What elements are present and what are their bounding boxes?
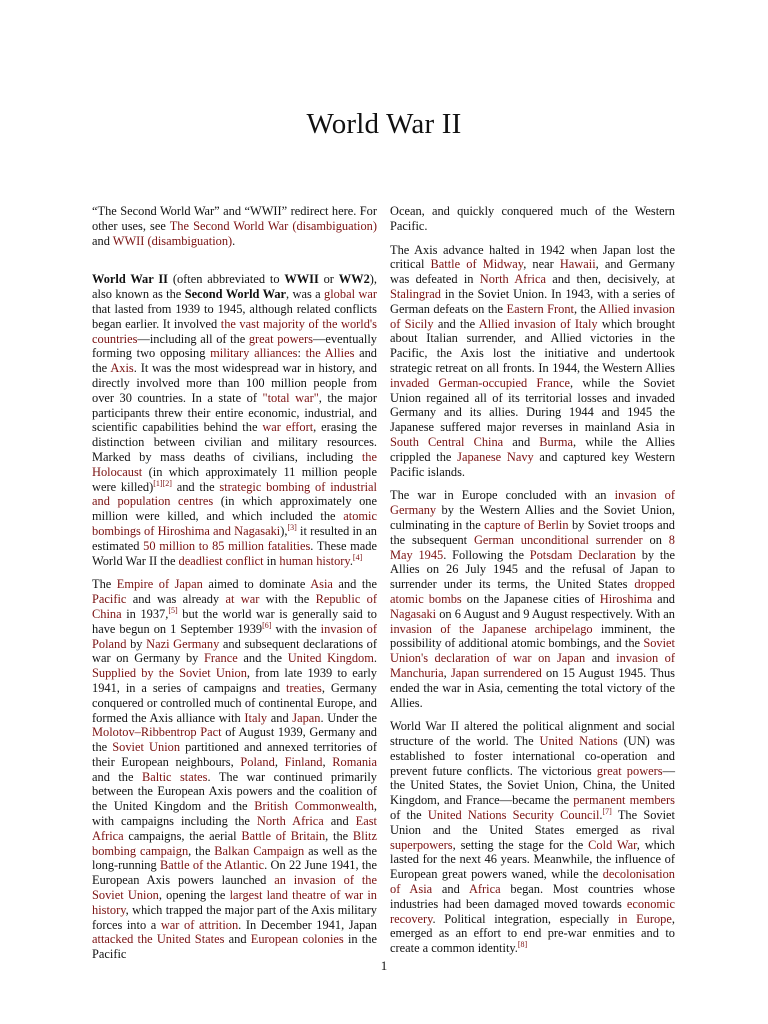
war-concluded-paragraph: The war in Europe concluded with an invasion of Germany by the Western Allies and the Soviet Union, culminating in the capture of Berlin by Soviet troops and the subsequent German unconditional surrender on 8 May 1945. Following the Potsdam Declaration by the Allies on 26 July 1945 and the refusal of Japan to surrender under its terms, the United States dropped atomic bombs on the Japanese cities of Hiroshima and Nagasaki on 6 August and 9 August respectively. With an invasion of the Japanese archipelago imminent, the possibility of additional atomic bombings, and the Soviet Union's declaration of war on Japan and invasion of Manchuria, Japan surrendered on 15 August 1945. Thus ended the war in Asia, cementing the total victory of the Allies. — [390, 488, 676, 710]
article-link[interactable]: atomic bombings of Hiroshima and Nagasaki — [92, 509, 377, 538]
intro-paragraph: World War II (often abbreviated to WWII or WW2), also known as the Second World War, was a global war that lasted from 1939 to 1945, although related conflicts began earlier. It involved the vast majority of the world's countries—including all of the great powers—eventually forming two opposing military alliances: the Allies and the Axis. It was the most widespread war in history, and directly involved more than 100 million people from over 30 countries. In a state of "total war", the major participants threw their entire economic, industrial, and scientific capabilities behind the war effort, erasing the distinction between civilian and military resources. Marked by mass deaths of civilians, including the Holocaust (in which approximately 11 million people were killed)[1][2] and the strategic bombing of industrial and population centres (in which approximately one million were killed, and which included the atomic bombings of Hiroshima and Nagasaki),[3] it resulted in an estimated 50 million to 85 million fatalities. These made World War II the deadliest conflict in human history.[4] — [92, 272, 378, 568]
article-link[interactable]: Nagasaki — [390, 606, 437, 621]
article-link[interactable]: invasion of Manchuria — [390, 651, 675, 680]
article-link[interactable]: North Africa — [479, 272, 546, 287]
bold-term: Second World War — [184, 287, 287, 302]
article-link[interactable]: the Holocaust — [92, 449, 377, 479]
article-link[interactable]: Supplied by the Soviet Union — [92, 666, 247, 681]
article-link[interactable]: deadliest conflict — [178, 553, 264, 568]
article-link[interactable]: Hawaii — [559, 257, 596, 272]
article-link[interactable]: Republic of China — [92, 592, 377, 621]
article-link[interactable]: Allied invasion of Sicily — [390, 301, 675, 331]
article-link[interactable]: Asia — [310, 577, 333, 592]
article-link[interactable]: global war — [324, 287, 377, 302]
article-link[interactable]: Empire of Japan — [116, 577, 203, 592]
article-link[interactable]: Battle of Midway — [430, 257, 524, 272]
right-column — [390, 204, 675, 965]
article-link[interactable]: Burma — [539, 434, 574, 449]
article-link[interactable]: Hiroshima — [599, 591, 653, 606]
article-link[interactable]: 50 million to 85 million fatalities — [143, 538, 311, 553]
article-link[interactable]: Italy — [244, 710, 268, 725]
article-link[interactable]: invaded German-occupied France — [390, 375, 571, 390]
article-link[interactable]: Potsdam Declaration — [529, 547, 636, 562]
article-link[interactable]: The Second World War (disambiguation) — [169, 218, 377, 233]
article-link[interactable]: invasion of Poland — [92, 621, 377, 651]
article-link[interactable]: Finland — [284, 754, 323, 769]
article-link[interactable]: war effort — [262, 420, 314, 435]
article-link[interactable]: Romania — [332, 754, 377, 769]
reference-link[interactable]: [6] — [262, 620, 272, 630]
article-link[interactable]: Africa — [468, 882, 501, 897]
bold-term: WW2 — [338, 272, 370, 287]
article-link[interactable]: East Africa — [92, 814, 377, 843]
article-link[interactable]: permanent members — [573, 793, 675, 808]
left-column — [92, 204, 377, 971]
axis-halted-paragraph: The Axis advance halted in 1942 when Japan lost the critical Battle of Midway, near Hawaii, and Germany was defeated in North Africa and then, decisively, at Stalingrad in the Soviet Union. In 1943, with a series of German defeats on the Eastern Front, the Allied invasion of Sicily and the Allied invasion of Italy which brought about Italian surrender, and Allied victories in the Pacific, the Axis lost the initiative and undertook strategic retreat on all fronts. In 1944, the Western Allies invaded German-occupied France, while the Soviet Union regained all of its territorial losses and invaded Germany and its allies. During 1944 and 1945 the Japanese suffered major reverses in mainland Asia in South Central China and Burma, while the Allies crippled the Japanese Navy and captured key Western Pacific islands. — [390, 242, 676, 479]
article-link[interactable]: Allied invasion of Italy — [478, 316, 598, 331]
article-link[interactable]: Balkan Campaign — [214, 843, 305, 858]
article-link[interactable]: Axis — [110, 361, 134, 376]
article-link[interactable]: European colonies — [250, 932, 344, 947]
article-link[interactable]: Poland — [240, 754, 275, 769]
article-link[interactable]: Blitz bombing campaign — [92, 828, 377, 858]
article-link[interactable]: 8 May 1945 — [390, 532, 675, 562]
article-link[interactable]: Pacific — [92, 592, 127, 607]
article-link[interactable]: Stalingrad — [390, 286, 441, 301]
article-link[interactable]: Soviet Union's declaration of war on Japan — [390, 636, 675, 666]
article-link[interactable]: treaties — [286, 680, 322, 695]
article-link[interactable]: British Commonwealth — [254, 799, 374, 814]
article-link[interactable]: great powers — [248, 331, 313, 346]
article-link[interactable]: war of attrition — [160, 917, 239, 932]
article-link[interactable]: Nazi Germany — [146, 636, 220, 651]
article-link[interactable]: military alliances — [210, 346, 298, 361]
article-link[interactable]: human history — [279, 553, 350, 568]
article-link[interactable]: Cold War — [588, 837, 637, 852]
article-link[interactable]: an invasion of the Soviet Union — [92, 873, 377, 903]
hatnote: “The Second World War” and “WWII” redirect here. For other uses, see The Second World War (disambiguation) and WWII (disambiguation). — [92, 204, 377, 248]
reference-link[interactable]: [3] — [287, 522, 297, 532]
page-title: World War II — [306, 108, 462, 140]
article-link[interactable]: the vast majority of the world's countries — [92, 316, 377, 346]
article-link[interactable]: great powers — [596, 763, 663, 778]
article-link[interactable]: in Europe — [617, 911, 672, 926]
article-link[interactable]: invasion of Germany — [390, 488, 675, 518]
article-link[interactable]: Soviet Union — [112, 740, 181, 755]
article-link[interactable]: Battle of the Atlantic — [160, 858, 265, 873]
article-link[interactable]: WWII (disambiguation) — [112, 233, 233, 248]
article-link[interactable]: strategic bombing of industrial and population centres — [92, 479, 377, 509]
article-link[interactable]: German unconditional surrender — [473, 532, 643, 547]
article-link[interactable]: capture of Berlin — [484, 517, 569, 532]
article-link[interactable]: dropped atomic bombs — [390, 577, 675, 606]
article-link[interactable]: the Allies — [305, 346, 355, 361]
empire-paragraph: The Empire of Japan aimed to dominate Asia and the Pacific and was already at war with the Republic of China in 1937,[5] but the world war is generally said to have begun on 1 September 1939[6] with the invasion of Poland by Nazi Germany and subsequent declarations of war on Germany by France and the United Kingdom. Supplied by the Soviet Union, from late 1939 to early 1941, in a series of campaigns and treaties, Germany conquered or controlled much of continental Europe, and formed the Axis alliance with Italy and Japan. Under the Molotov–Ribbentrop Pact of August 1939, Germany and the Soviet Union partitioned and annexed territories of their European neighbours, Poland, Finland, Romania and the Baltic states. The war continued primarily between the European Axis powers and the coalition of the United Kingdom and the British Commonwealth, with campaigns including the North Africa and East Africa campaigns, the aerial Battle of Britain, the Blitz bombing campaign, the Balkan Campaign as well as the long-running Battle of the Atlantic. On 22 June 1941, the European Axis powers launched an invasion of the Soviet Union, opening the largest land theatre of war in history, which trapped the major part of the Axis military forces into a war of attrition. In December 1941, Japan attacked the United States and European colonies in the Pacific — [92, 577, 378, 962]
article-link[interactable]: decolonisation of Asia — [390, 867, 675, 897]
article-link[interactable]: at war — [225, 592, 260, 607]
reference-link[interactable]: [8] — [517, 940, 528, 950]
article-link[interactable]: France — [204, 651, 238, 666]
article-link[interactable]: United Nations Security Council — [427, 808, 600, 823]
reference-link[interactable]: [7] — [602, 806, 612, 816]
article-link[interactable]: Japan — [292, 710, 321, 725]
article-link[interactable]: Molotov–Ribbentrop Pact — [92, 725, 222, 740]
bold-term: WWII — [284, 272, 319, 287]
bold-term: World War II — [92, 272, 168, 287]
article-link[interactable]: invasion of the Japanese archipelago — [390, 621, 593, 636]
reference-link[interactable]: [4] — [352, 552, 363, 562]
article-link[interactable]: economic recovery — [390, 896, 675, 926]
empire-paragraph-continued: Ocean, and quickly conquered much of the Western Pacific. — [390, 204, 675, 233]
article-link[interactable]: Battle of Britain — [241, 828, 326, 843]
article-link[interactable]: attacked the United States — [92, 932, 225, 947]
altered-paragraph: World War II altered the political alignment and social structure of the world. The United Nations (UN) was established to foster international co-operation and prevent future conflicts. The victorious great powers—the United States, the Soviet Union, China, the United Kingdom, and France—became the permanent members of the United Nations Security Council.[7] The Soviet Union and the United States emerged as rival superpowers, setting the stage for the Cold War, which lasted for the next 46 years. Meanwhile, the influence of European great powers waned, while the decolonisation of Asia and Africa began. Most countries whose industries had been damaged moved towards economic recovery. Political integration, especially in Europe, emerged as an effort to end pre-war enmities and to create a common identity.[8] — [390, 719, 676, 956]
article-link[interactable]: United Nations — [539, 734, 618, 749]
article-link[interactable]: "total war" — [262, 390, 319, 405]
article-link[interactable]: largest land theatre of war in history — [92, 888, 377, 917]
article-link[interactable]: Eastern Front — [506, 301, 574, 316]
article-link[interactable]: Japan surrendered — [450, 665, 542, 680]
article-link[interactable]: superpowers — [390, 837, 453, 852]
page-number: 1 — [380, 958, 388, 973]
article-link[interactable]: South Central China — [390, 434, 504, 449]
reference-link[interactable]: [1][2] — [153, 478, 172, 488]
article-link[interactable]: United Kingdom — [287, 651, 374, 666]
article-link[interactable]: North Africa — [256, 814, 324, 829]
article-link[interactable]: Japanese Navy — [457, 449, 534, 464]
reference-link[interactable]: [5] — [168, 605, 178, 615]
article-link[interactable]: Baltic states — [141, 769, 208, 784]
